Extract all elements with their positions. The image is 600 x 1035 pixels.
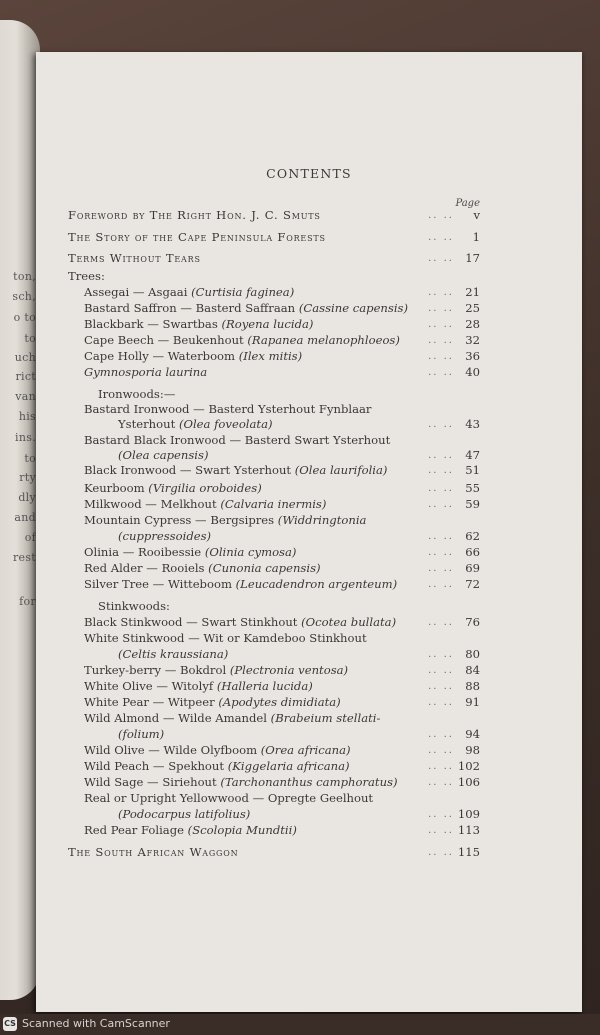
left-page-text-fragment: to bbox=[24, 332, 36, 345]
toc-entry-latin-name: (Scolopia Mundtii) bbox=[187, 823, 297, 837]
toc-leader-dots: .. .. bbox=[428, 745, 454, 756]
toc-entry-title: Bastard Black Ironwood — Basterd Swart Ysterhout bbox=[84, 433, 391, 447]
toc-entry-title: Real or Upright Yellowwood — Opregte Geelhout bbox=[84, 791, 374, 805]
toc-leader-dots: .. .. bbox=[428, 617, 454, 628]
toc-entry bbox=[68, 823, 480, 838]
toc-entry-title: Foreword by The Right Hon. J. C. Smuts bbox=[68, 208, 321, 222]
toc-entry-text bbox=[84, 545, 296, 560]
toc-entry-latin-name: (Widdringtonia bbox=[277, 513, 367, 527]
toc-entry-title: Trees: bbox=[68, 269, 105, 283]
toc-entry-text bbox=[68, 230, 326, 245]
left-page-text-fragment: van bbox=[15, 390, 36, 403]
page-title: CONTENTS bbox=[266, 166, 352, 181]
toc-page-number: 62 bbox=[465, 529, 480, 543]
toc-entry bbox=[68, 695, 480, 710]
toc-leader-dots: .. .. bbox=[428, 483, 454, 494]
toc-page-number: 113 bbox=[457, 823, 480, 837]
toc-leader-dots: .. .. bbox=[428, 649, 454, 660]
toc-page-number: 69 bbox=[465, 561, 480, 575]
toc-page-number: 40 bbox=[465, 365, 480, 379]
toc-entry-text bbox=[84, 823, 297, 838]
toc-page-number: 102 bbox=[457, 759, 480, 773]
toc-entry-latin-name: (Plectronia ventosa) bbox=[229, 663, 349, 677]
toc-entry-text bbox=[84, 791, 373, 806]
toc-entry-title: Wild Sage — Siriehout bbox=[84, 775, 217, 789]
toc-entry-latin-name: (Orea africana) bbox=[260, 743, 351, 757]
toc-entry-text bbox=[84, 679, 313, 694]
toc-page-number: 32 bbox=[465, 333, 480, 347]
left-page-text-fragment: to bbox=[24, 452, 36, 465]
toc-leader-dots: .. .. bbox=[428, 681, 454, 692]
toc-page-number: 21 bbox=[465, 285, 480, 299]
toc-entry-latin-name: (Ilex mitis) bbox=[238, 349, 303, 363]
toc-entry-text bbox=[84, 513, 366, 528]
toc-entry-text bbox=[84, 463, 387, 478]
left-page-text-fragment: his bbox=[18, 410, 36, 423]
toc-entry-title: The South African Waggon bbox=[68, 845, 239, 859]
toc-entry-text bbox=[118, 727, 164, 742]
toc-entry bbox=[68, 285, 480, 300]
toc-entry-text bbox=[84, 301, 408, 316]
toc-entry-title: Stinkwoods: bbox=[98, 599, 170, 613]
toc-leader-dots: .. .. bbox=[428, 419, 454, 430]
toc-entry-text bbox=[84, 695, 341, 710]
toc-entry bbox=[68, 230, 480, 245]
toc-leader-dots: .. .. bbox=[428, 367, 454, 378]
toc-entry-text bbox=[118, 448, 208, 463]
left-page-text-fragment: for bbox=[19, 595, 36, 608]
toc-entry bbox=[68, 615, 480, 630]
toc-entry-text bbox=[118, 529, 211, 544]
toc-page-number: 55 bbox=[465, 481, 480, 495]
toc-page-number: 106 bbox=[457, 775, 480, 789]
toc-page-number: 66 bbox=[465, 545, 480, 559]
toc-page-number: 51 bbox=[465, 463, 480, 477]
toc-entry bbox=[68, 365, 480, 380]
toc-entry bbox=[68, 497, 480, 512]
toc-leader-dots: .. .. bbox=[428, 351, 454, 362]
toc-leader-dots: .. .. bbox=[428, 303, 454, 314]
toc-entry bbox=[68, 481, 480, 496]
toc-page-number: 25 bbox=[465, 301, 480, 315]
toc-entry-text bbox=[84, 711, 380, 726]
toc-page-number: 76 bbox=[465, 615, 480, 629]
toc-leader-dots: .. .. bbox=[428, 825, 454, 836]
toc-page-number: 36 bbox=[465, 349, 480, 363]
toc-leader-dots: .. .. bbox=[428, 232, 454, 243]
toc-leader-dots: .. .. bbox=[428, 665, 454, 676]
toc-entry bbox=[68, 448, 480, 463]
toc-entry-title: White Olive — Witolyf bbox=[84, 679, 214, 693]
toc-entry bbox=[68, 775, 480, 790]
toc-entry-latin-name: (Curtisia faginea) bbox=[191, 285, 295, 299]
toc-entry-text bbox=[84, 285, 294, 300]
toc-entry-latin-name: (Calvaria inermis) bbox=[220, 497, 327, 511]
toc-entry-text bbox=[68, 845, 238, 860]
toc-entry-latin-name: (cuppressoides) bbox=[118, 529, 212, 543]
toc-entry-latin-name: (Olinia cymosa) bbox=[204, 545, 297, 559]
toc-entry-latin-name: (Kiggelaria africana) bbox=[227, 759, 350, 773]
toc-entry-latin-name: (Olea laurifolia) bbox=[294, 463, 388, 477]
left-page-text-fragment: rest bbox=[12, 551, 36, 564]
toc-entry-title: The Story of the Cape Peninsula Forests bbox=[68, 230, 326, 244]
left-page-text-fragment: o to bbox=[13, 311, 36, 324]
toc-entry-title: Olinia — Rooibessie bbox=[84, 545, 202, 559]
toc-entry-text bbox=[84, 402, 371, 417]
toc-leader-dots: .. .. bbox=[428, 579, 454, 590]
toc-entry-latin-name: (Tarchonanthus camphoratus) bbox=[220, 775, 398, 789]
toc-page-number: 17 bbox=[465, 251, 480, 265]
toc-leader-dots: .. .. bbox=[428, 847, 454, 858]
toc-entry-latin-name: (Virgilia oroboides) bbox=[148, 481, 262, 495]
toc-leader-dots: .. .. bbox=[428, 761, 454, 772]
toc-entry bbox=[68, 577, 480, 592]
toc-page-number: 72 bbox=[465, 577, 480, 591]
toc-page-number: 59 bbox=[465, 497, 480, 511]
toc-page-number: 80 bbox=[465, 647, 480, 661]
toc-entry bbox=[68, 333, 480, 348]
camscanner-logo-icon: CS bbox=[3, 1017, 17, 1031]
toc-entry-title: Ysterhout bbox=[118, 417, 176, 431]
left-page-text-fragment: ins. bbox=[15, 431, 36, 444]
toc-entry-title: Blackbark — Swartbas bbox=[84, 317, 218, 331]
toc-page-number: 88 bbox=[465, 679, 480, 693]
toc-entry-latin-name: (Olea foveolata) bbox=[178, 417, 273, 431]
toc-entry bbox=[68, 743, 480, 758]
toc-entry bbox=[68, 433, 480, 448]
toc-entry-title: Bastard Saffron — Basterd Saffraan bbox=[84, 301, 296, 315]
toc-entry-title: Cape Holly — Waterboom bbox=[84, 349, 236, 363]
toc-entry bbox=[68, 417, 480, 432]
toc-leader-dots: .. .. bbox=[428, 563, 454, 574]
toc-leader-dots: .. .. bbox=[428, 210, 454, 221]
toc-entry-latin-name: (folium) bbox=[118, 727, 165, 741]
toc-entry-text bbox=[84, 615, 396, 630]
toc-entry bbox=[68, 529, 480, 544]
toc-entry-text bbox=[84, 577, 397, 592]
toc-entry bbox=[68, 711, 480, 726]
toc-entry-text bbox=[84, 631, 367, 646]
toc-page-number: 91 bbox=[465, 695, 480, 709]
toc-entry-text bbox=[68, 208, 321, 223]
toc-leader-dots: .. .. bbox=[428, 777, 454, 788]
toc-entry-text bbox=[84, 759, 350, 774]
toc-page-number: 98 bbox=[465, 743, 480, 757]
toc-entry-title: Assegai — Asgaai bbox=[84, 285, 188, 299]
toc-entry bbox=[68, 463, 480, 478]
toc-entry bbox=[68, 759, 480, 774]
page-column-header: Page bbox=[455, 198, 480, 209]
toc-leader-dots: .. .. bbox=[428, 319, 454, 330]
toc-entry bbox=[68, 301, 480, 316]
toc-entry-text bbox=[84, 561, 321, 576]
toc-page-number: 115 bbox=[457, 845, 480, 859]
toc-entry-title: Red Pear Foliage bbox=[84, 823, 184, 837]
toc-entry-title: White Stinkwood — Wit or Kamdeboo Stinkhout bbox=[84, 631, 367, 645]
toc-entry-latin-name: (Cassine capensis) bbox=[298, 301, 409, 315]
toc-entry-latin-name: (Olea capensis) bbox=[118, 448, 209, 462]
toc-entry-title: Red Alder — Rooiels bbox=[84, 561, 205, 575]
toc-entry bbox=[68, 599, 480, 614]
toc-entry-title: Bastard Ironwood — Basterd Ysterhout Fynblaar bbox=[84, 402, 372, 416]
toc-page-number: 1 bbox=[472, 230, 480, 244]
toc-entry-text bbox=[98, 599, 170, 614]
toc-leader-dots: .. .. bbox=[428, 547, 454, 558]
toc-page-number: 84 bbox=[465, 663, 480, 677]
toc-entry bbox=[68, 647, 480, 662]
toc-entry-text bbox=[84, 365, 207, 380]
toc-entry-latin-name: Gymnosporia laurina bbox=[84, 365, 208, 379]
toc-entry bbox=[68, 631, 480, 646]
toc-leader-dots: .. .. bbox=[428, 531, 454, 542]
toc-entry-text bbox=[84, 349, 302, 364]
toc-entry-title: Black Ironwood — Swart Ysterhout bbox=[84, 463, 292, 477]
toc-entry-text bbox=[118, 417, 273, 432]
toc-entry-text bbox=[68, 269, 105, 284]
toc-entry bbox=[68, 807, 480, 822]
toc-entry-title: Wild Almond — Wilde Amandel bbox=[84, 711, 267, 725]
toc-entry-text bbox=[84, 333, 400, 348]
left-page-text-fragment: of bbox=[24, 531, 36, 544]
toc-leader-dots: .. .. bbox=[428, 253, 454, 264]
toc-entry bbox=[68, 791, 480, 806]
toc-page-number: 109 bbox=[457, 807, 480, 821]
toc-leader-dots: .. .. bbox=[428, 335, 454, 346]
toc-entry-title: Cape Beech — Beukenhout bbox=[84, 333, 244, 347]
toc-entry bbox=[68, 679, 480, 694]
toc-entry bbox=[68, 387, 480, 402]
toc-leader-dots: .. .. bbox=[428, 809, 454, 820]
toc-leader-dots: .. .. bbox=[428, 729, 454, 740]
toc-entry-title: Silver Tree — Witteboom bbox=[84, 577, 232, 591]
toc-entry-latin-name: (Leucadendron argenteum) bbox=[235, 577, 398, 591]
left-page-text-fragment: rty bbox=[19, 471, 36, 484]
toc-leader-dots: .. .. bbox=[428, 499, 454, 510]
toc-entry-title: Ironwoods:— bbox=[98, 387, 176, 401]
left-page-text-fragment: and bbox=[14, 511, 36, 524]
toc-entry-latin-name: (Halleria lucida) bbox=[216, 679, 313, 693]
toc-entry-title: Wild Peach — Spekhout bbox=[84, 759, 225, 773]
scanner-watermark-text: Scanned with CamScanner bbox=[22, 1017, 170, 1030]
toc-page-number: 47 bbox=[465, 448, 480, 462]
book-page bbox=[36, 52, 582, 1012]
toc-entry-latin-name: (Royena lucida) bbox=[221, 317, 314, 331]
toc-page-number: 43 bbox=[465, 417, 480, 431]
toc-entry bbox=[68, 545, 480, 560]
toc-page-number: 28 bbox=[465, 317, 480, 331]
toc-entry bbox=[68, 561, 480, 576]
toc-entry bbox=[68, 845, 480, 860]
toc-entry bbox=[68, 349, 480, 364]
left-page-text-fragment: ton, bbox=[13, 270, 36, 283]
toc-entry bbox=[68, 513, 480, 528]
toc-page-number: v bbox=[473, 208, 480, 222]
toc-entry-title: Milkwood — Melkhout bbox=[84, 497, 217, 511]
left-page-text-fragment: sch, bbox=[12, 290, 36, 303]
toc-page-number: 94 bbox=[465, 727, 480, 741]
toc-entry-text bbox=[84, 497, 326, 512]
toc-entry-text bbox=[84, 481, 262, 496]
toc-entry bbox=[68, 269, 480, 284]
toc-leader-dots: .. .. bbox=[428, 697, 454, 708]
left-page-text-fragment: rict bbox=[15, 370, 36, 383]
toc-entry-text bbox=[98, 387, 175, 402]
toc-entry-title: Terms Without Tears bbox=[68, 251, 201, 265]
toc-entry-text bbox=[84, 433, 390, 448]
toc-entry-title: Keurboom bbox=[84, 481, 145, 495]
toc-entry-latin-name: (Apodytes dimidiata) bbox=[218, 695, 341, 709]
toc-entry bbox=[68, 208, 480, 223]
left-page-edge bbox=[0, 20, 40, 1000]
toc-entry-latin-name: (Rapanea melanophloeos) bbox=[247, 333, 400, 347]
toc-entry-text bbox=[68, 251, 201, 266]
toc-entry-latin-name: (Brabeium stellati- bbox=[270, 711, 381, 725]
toc-entry-text bbox=[84, 663, 348, 678]
toc-leader-dots: .. .. bbox=[428, 465, 454, 476]
toc-entry-text bbox=[84, 317, 313, 332]
toc-entry bbox=[68, 663, 480, 678]
toc-entry-latin-name: (Ocotea bullata) bbox=[301, 615, 397, 629]
toc-entry-title: White Pear — Witpeer bbox=[84, 695, 215, 709]
toc-entry-text bbox=[84, 743, 351, 758]
toc-entry-title: Wild Olive — Wilde Olyfboom bbox=[84, 743, 258, 757]
toc-entry bbox=[68, 317, 480, 332]
toc-entry bbox=[68, 251, 480, 266]
toc-entry bbox=[68, 402, 480, 417]
toc-entry-title: Turkey-berry — Bokdrol bbox=[84, 663, 227, 677]
toc-leader-dots: .. .. bbox=[428, 287, 454, 298]
toc-entry-text bbox=[118, 647, 228, 662]
left-page-text-fragment: dly bbox=[18, 491, 36, 504]
toc-entry-text bbox=[118, 807, 250, 822]
left-page-text-fragment: uch bbox=[14, 351, 36, 364]
scanner-footer bbox=[0, 1014, 600, 1035]
toc-entry-title: Mountain Cypress — Bergsipres bbox=[84, 513, 275, 527]
toc-entry-latin-name: (Cunonia capensis) bbox=[208, 561, 321, 575]
toc-entry-text bbox=[84, 775, 398, 790]
toc-entry-title: Black Stinkwood — Swart Stinkhout bbox=[84, 615, 298, 629]
toc-entry-latin-name: (Celtis kraussiana) bbox=[118, 647, 229, 661]
toc-entry bbox=[68, 727, 480, 742]
toc-entry-latin-name: (Podocarpus latifolius) bbox=[118, 807, 251, 821]
toc-leader-dots: .. .. bbox=[428, 450, 454, 461]
